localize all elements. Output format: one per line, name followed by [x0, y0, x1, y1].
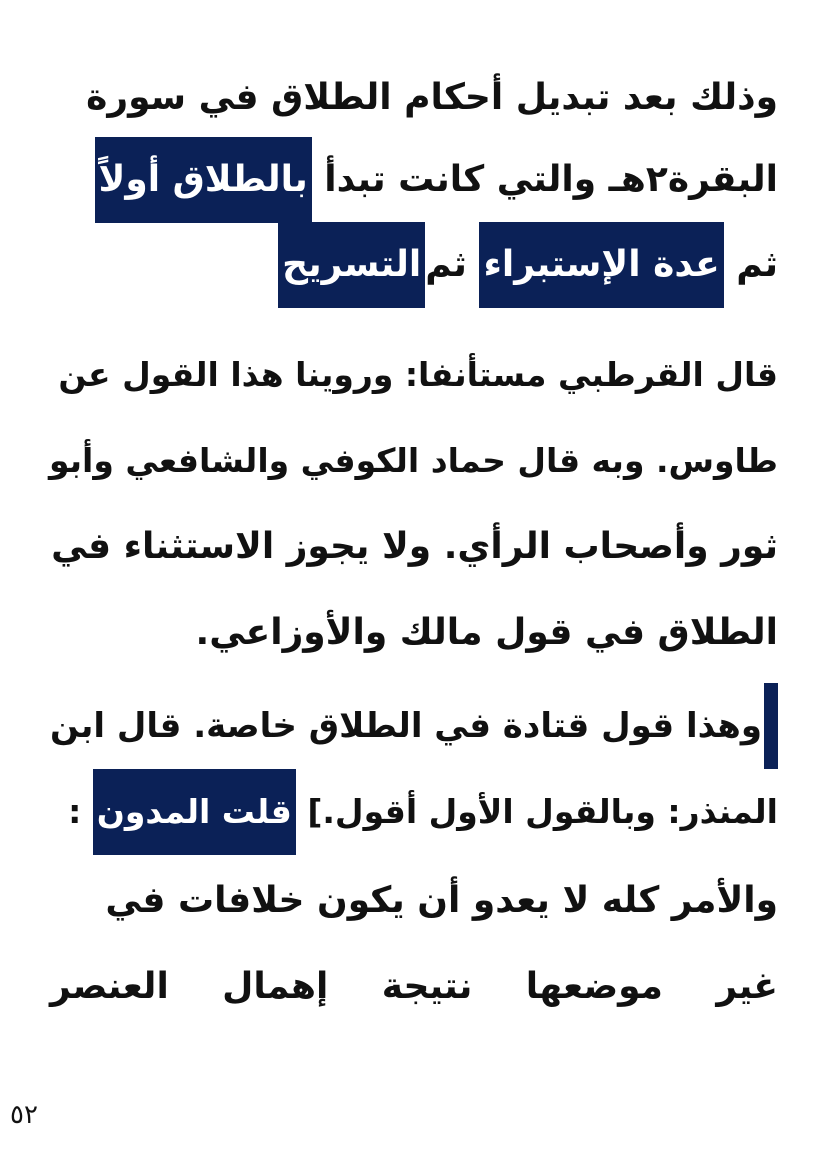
line-11-word: غير — [716, 966, 778, 1007]
line-8-text: وهذا قول قتادة في الطلاق خاصة. قال ابن — [50, 706, 762, 746]
line-5-text: طاوس. وبه قال حماد الكوفي والشافعي وأبو — [48, 441, 778, 480]
highlight-talaq-first: بالطلاق أولاً — [95, 137, 312, 223]
line-6-text: ثور وأصحاب الرأي. ولا يجوز الاستثناء في — [51, 526, 778, 567]
text-line-10 — [50, 858, 778, 944]
line-2-text: البقرة٢هـ والتي كانت تبدأ — [311, 159, 778, 200]
line-1-text: وذلك بعد تبديل أحكام الطلاق في سورة — [86, 77, 778, 118]
line-7-text: الطلاق في قول مالك والأوزاعي. — [195, 612, 778, 653]
text-line-8 — [50, 683, 762, 769]
text-line-2 — [50, 137, 778, 223]
line-11-word: إهمال — [222, 966, 329, 1007]
highlight-tasrih: التسريح — [278, 222, 425, 308]
text-line-3 — [50, 222, 778, 308]
text-line-4 — [50, 332, 778, 418]
text-line-1 — [50, 55, 778, 141]
page-number: ٥٢ — [10, 1100, 38, 1130]
line-11-word: العنصر — [50, 966, 169, 1007]
text-line-11 — [50, 944, 778, 1030]
text-line-6 — [50, 504, 778, 590]
line-9-text: المنذر: وبالقول الأول أقول.] — [295, 792, 778, 831]
line-11-word: موضعها — [525, 966, 663, 1007]
line-10-text: والأمر كله لا يعدو أن يكون خلافات في — [105, 880, 778, 921]
text-line-9 — [50, 769, 778, 855]
highlight-qultu-almudawwin: قلت المدون — [93, 769, 296, 855]
line-9-colon: : — [68, 792, 93, 831]
line-11-word: نتيجة — [381, 966, 473, 1007]
line-3-text-start: ثم — [723, 244, 778, 285]
line-4-text: قال القرطبي مستأنفا: وروينا هذا القول عن — [58, 355, 778, 394]
text-line-5 — [50, 418, 778, 504]
line-3-text-mid: ثم — [425, 244, 480, 285]
text-line-7 — [50, 590, 778, 676]
margin-highlight-mark — [764, 683, 778, 769]
highlight-istibra: عدة الإستبراء — [479, 222, 723, 308]
